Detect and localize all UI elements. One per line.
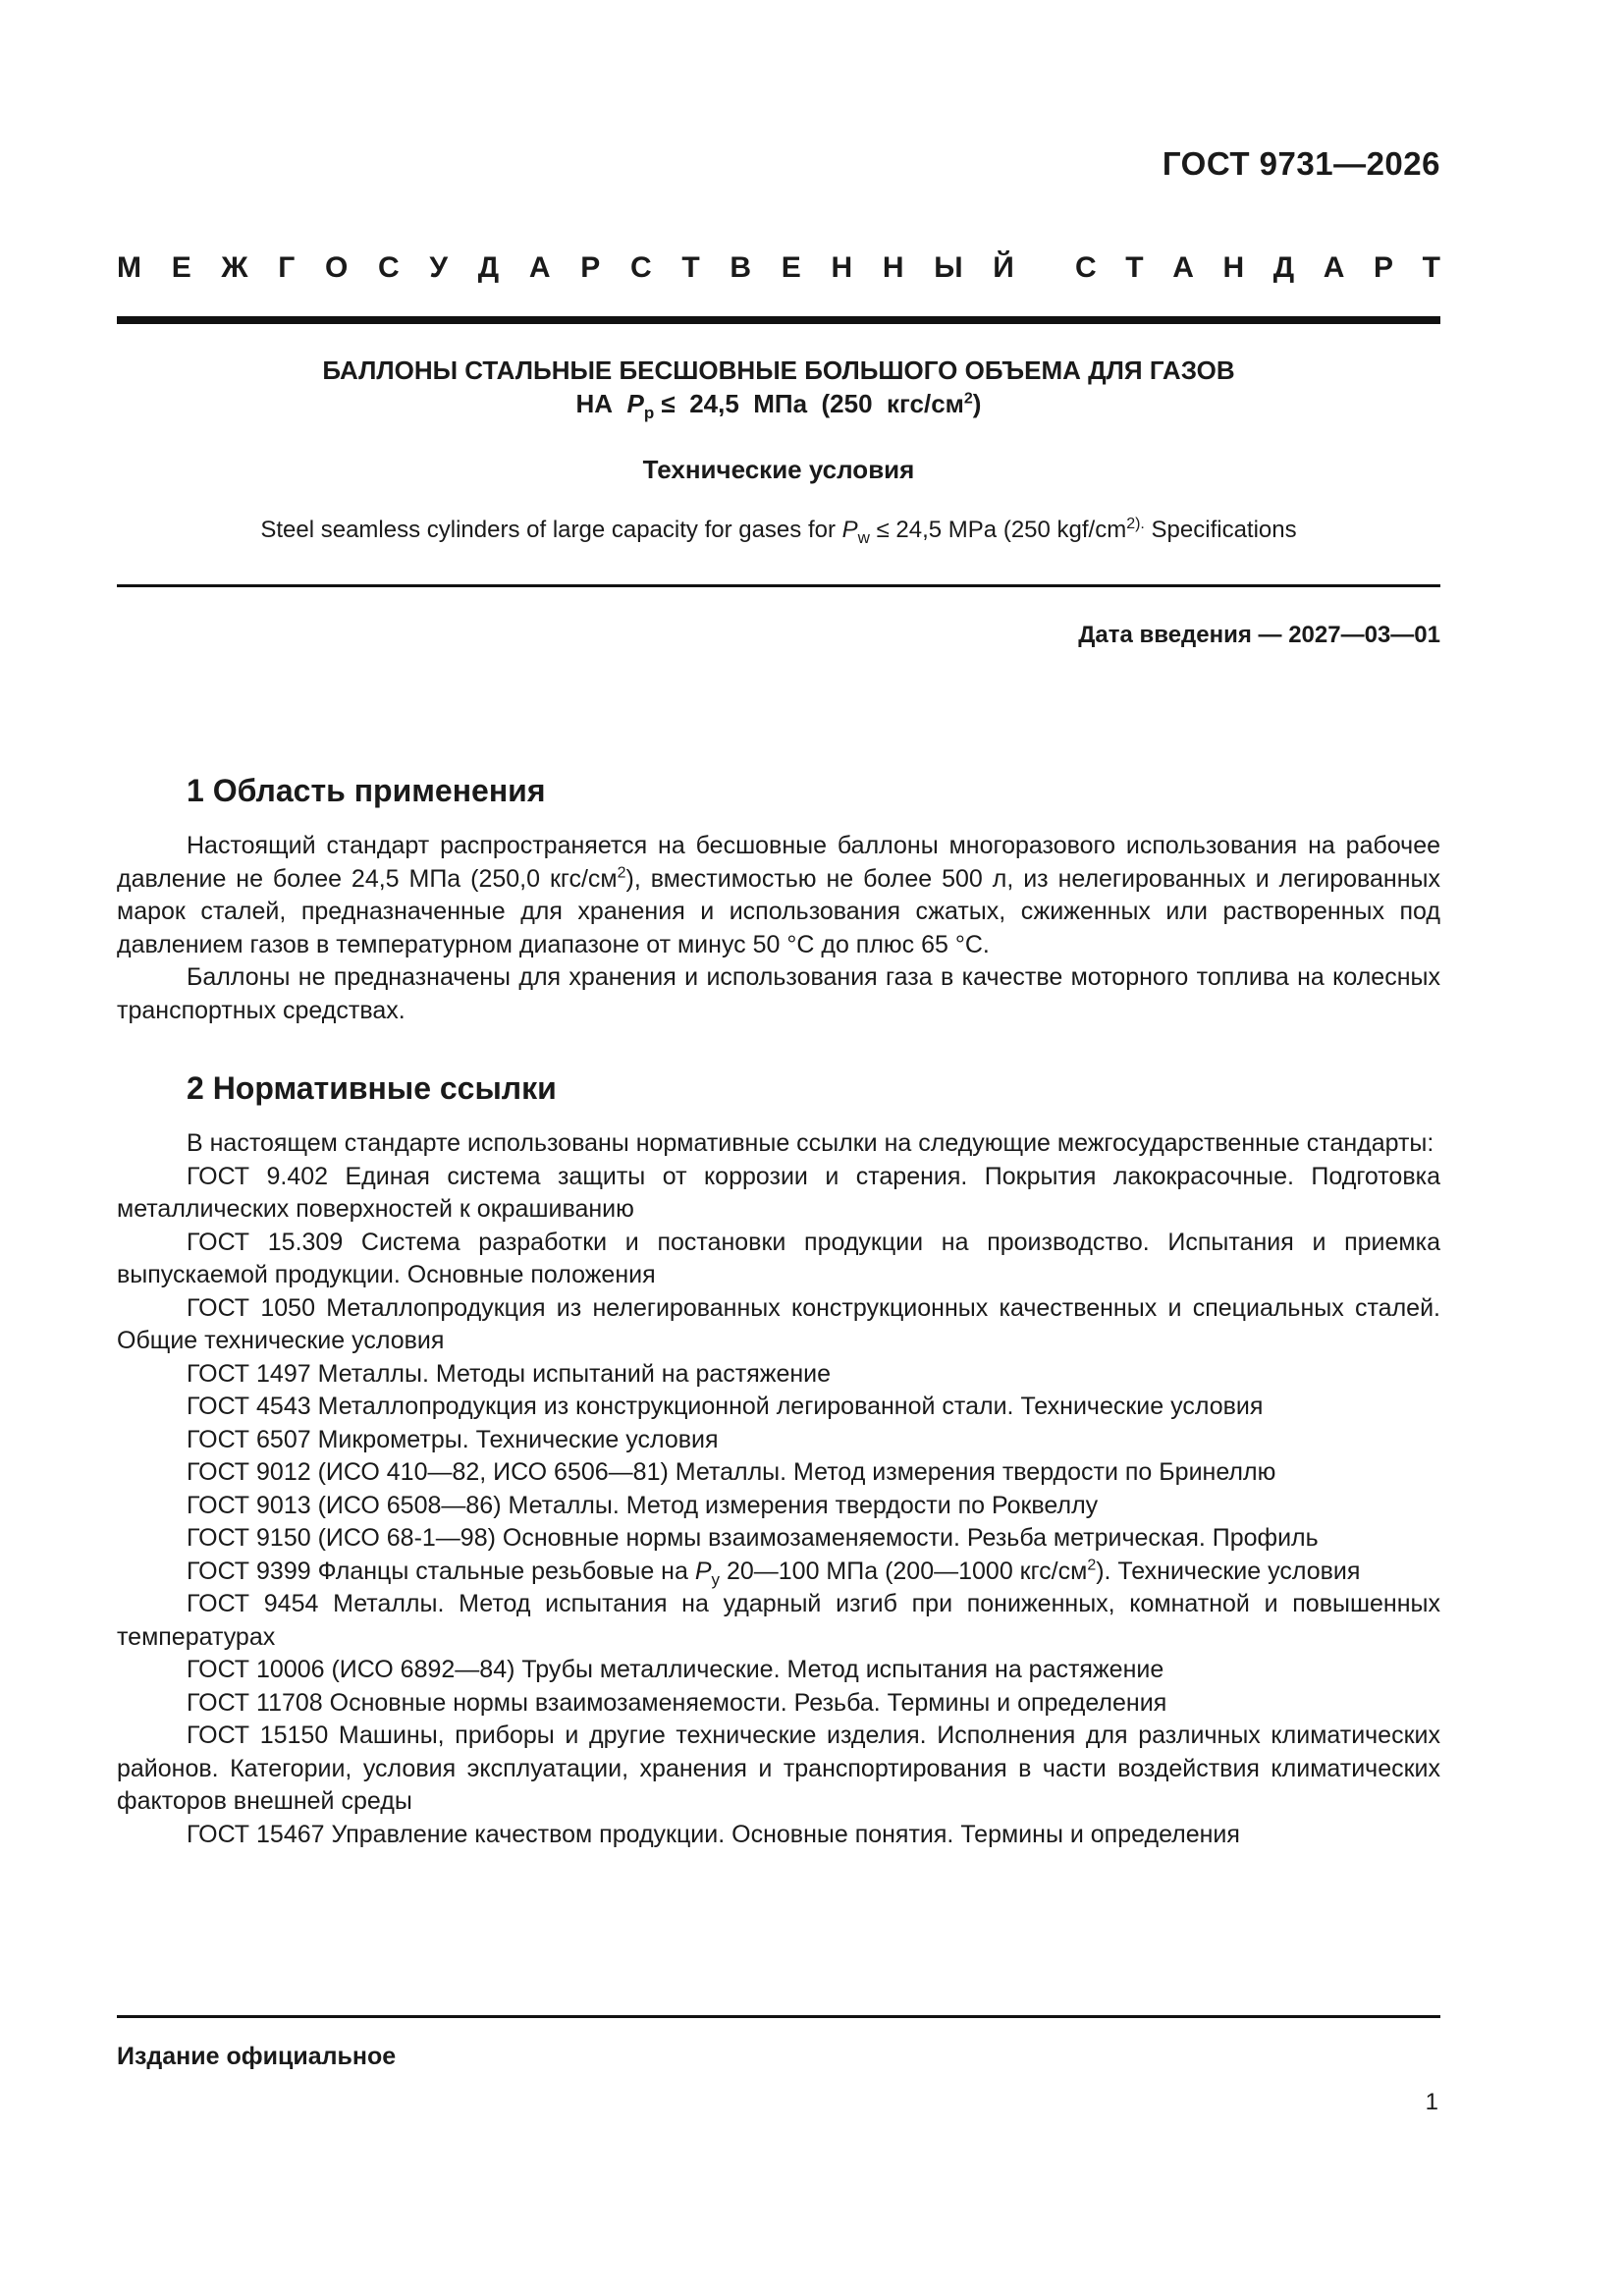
- letter: У: [429, 251, 449, 284]
- title-line-1: БАЛЛОНЫ СТАЛЬНЫЕ БЕСШОВНЫЕ БОЛЬШОГО ОБЪЕМА ДЛЯ ГАЗОВ: [322, 355, 1235, 385]
- reference-item-9399: ГОСТ 9399 Фланцы стальные резьбовые на $P_у$ 20—100 МПа (200—1000 кгс/$см^2$). Технические условия: [187, 1557, 1361, 1589]
- reference-item: ГОСТ 1050 Металлопродукция из нелегированных конструкционных качественных и специальных сталей. Общие технические условия: [117, 1293, 1440, 1354]
- reference-item: ГОСТ 10006 (ИСО 6892—84) Трубы металлические. Метод испытания на растяжение: [187, 1656, 1164, 1683]
- standard-type-word-2: [1075, 251, 1440, 285]
- reference-item: ГОСТ 9150 (ИСО 68-1—98) Основные нормы взаимозаменяемости. Резьба метрическая. Профиль: [187, 1524, 1319, 1552]
- reference-item: ГОСТ 15150 Машины, приборы и другие технические изделия. Исполнения для различных климатических районов. Категории, условия эксплуатации, хранения и транспортирования в части воздействия климатических факторов внешней среды: [117, 1722, 1440, 1815]
- letter: А: [528, 251, 551, 284]
- letter: Ж: [221, 251, 248, 284]
- letter: Д: [1272, 251, 1295, 284]
- standard-number: ГОСТ 9731—2026: [1162, 145, 1440, 182]
- letter: А: [1172, 251, 1194, 284]
- reference-item: ГОСТ 4543 Металлопродукция из конструкционной легированной стали. Технические условия: [187, 1393, 1264, 1420]
- title-line-2: НА $P_р \le 24,5$ МПа (250 кгс/$см^2$): [575, 389, 982, 423]
- edition-label: Издание официальное: [117, 2043, 397, 2070]
- letter: Е: [781, 251, 801, 284]
- reference-item: ГОСТ 1497 Металлы. Методы испытаний на растяжение: [187, 1359, 832, 1388]
- page-number: 1: [1425, 2089, 1438, 2115]
- reference-item: ГОСТ 9012 (ИСО 410—82, ИСО 6506—81) Металлы. Метод измерения твердости по Бринеллю: [187, 1458, 1276, 1486]
- letter: Н: [882, 251, 904, 284]
- english-title: Steel seamless cylinders of large capacity for gases for $P_w \le 24,5$ MPa (250 kgf/$cm^{2).}$ Specifications: [260, 516, 1297, 547]
- section-2-heading: 2 Нормативные ссылки: [187, 1070, 557, 1106]
- letter: Т: [1422, 251, 1440, 284]
- letter: Р: [1374, 251, 1394, 284]
- letter: Т: [1125, 251, 1144, 284]
- header-rule: [117, 316, 1440, 324]
- letter: Г: [278, 251, 296, 284]
- letter: В: [730, 251, 752, 284]
- section-2-intro: В настоящем стандарте использованы нормативные ссылки на следующие межгосударственные стандарты:: [187, 1129, 1434, 1157]
- section-2-body: [117, 1127, 1440, 1851]
- reference-item: ГОСТ 15467 Управление качеством продукции. Основные понятия. Термины и определения: [187, 1820, 1240, 1848]
- standard-type-heading: [117, 251, 1440, 285]
- reference-item: ГОСТ 9454 Металлы. Метод испытания на ударный изгиб при пониженных, комнатной и повышенных температурах: [117, 1590, 1440, 1651]
- letter: Н: [1222, 251, 1245, 284]
- section-1-heading: 1 Область применения: [187, 773, 546, 808]
- reference-item: ГОСТ 11708 Основные нормы взаимозаменяемости. Резьба. Термины и определения: [187, 1688, 1167, 1717]
- letter: О: [324, 251, 349, 284]
- section-1-body: [117, 830, 1440, 1027]
- section-1-paragraph-2: Баллоны не предназначены для хранения и использования газа в качестве моторного топлива на колесных транспортных средствах.: [117, 963, 1440, 1024]
- title-rule: [117, 584, 1440, 587]
- reference-item: ГОСТ 9013 (ИСО 6508—86) Металлы. Метод измерения твердости по Роквеллу: [187, 1491, 1099, 1519]
- letter: М: [117, 251, 141, 284]
- document-subtitle: Технические условия: [642, 455, 915, 484]
- letter: Р: [580, 251, 601, 284]
- standard-type-word-1: [117, 251, 1014, 285]
- date-introduced: Дата введения — 2027—03—01: [1078, 622, 1440, 648]
- reference-item: ГОСТ 6507 Микрометры. Технические условия: [187, 1425, 719, 1453]
- letter: Т: [681, 251, 700, 284]
- letter: С: [629, 251, 652, 284]
- section-1-paragraph-1: Настоящий стандарт распространяется на бесшовные баллоны многоразового использования на рабочее давление не более 24,5 МПа (250,0 кгс/$см^2$), вместимостью не более 500 л, из нелегированных и легированных марок сталей, предназначенные для хранения и использования сжатых, сжиженных или растворенных под давлением газов в температурном диапазоне от минус 50 °С до плюс 65 °С.: [117, 832, 1441, 958]
- footer-rule: [117, 2015, 1440, 2018]
- letter: С: [1075, 251, 1097, 284]
- letter: Й: [993, 251, 1014, 284]
- letter: Ы: [934, 251, 963, 284]
- letter: Н: [831, 251, 853, 284]
- letter: А: [1323, 251, 1345, 284]
- reference-item: ГОСТ 15.309 Система разработки и постановки продукции на производство. Испытания и приемка выпускаемой продукции. Основные положения: [117, 1228, 1440, 1288]
- letter: С: [378, 251, 400, 284]
- letter: Д: [477, 251, 500, 284]
- reference-item: ГОСТ 9.402 Единая система защиты от коррозии и старения. Покрытия лакокрасочные. Подготовка металлических поверхностей к окрашиванию: [117, 1162, 1440, 1223]
- document-title: [117, 354, 1440, 423]
- letter: Е: [171, 251, 191, 284]
